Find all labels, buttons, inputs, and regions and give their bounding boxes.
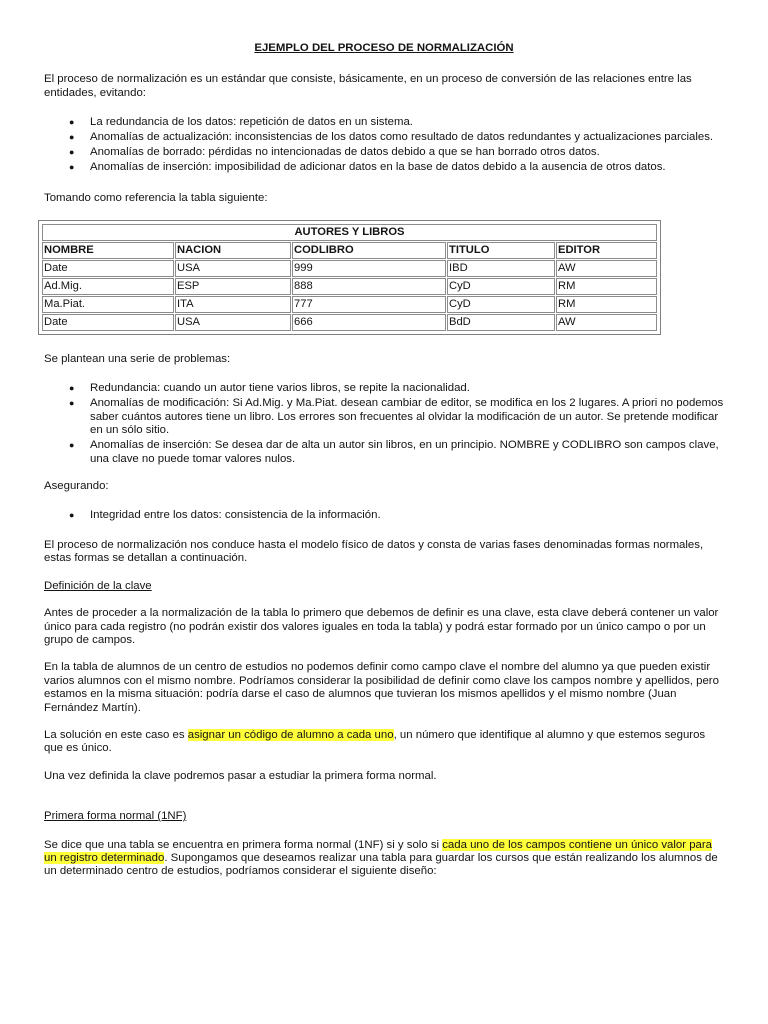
table-cell: 888 xyxy=(292,278,446,295)
table-cell: BdD xyxy=(447,314,555,331)
key-paragraph-4: Una vez definida la clave podremos pasar a estudiar la primera forma normal. xyxy=(44,769,437,782)
table-cell: RM xyxy=(556,278,657,295)
key-section-heading: Definición de la clave xyxy=(44,579,152,592)
table-cell: Ad.Mig. xyxy=(42,278,174,295)
problems-intro: Se plantean una serie de problemas: xyxy=(44,353,231,366)
highlighted-text: asignar un código de alumno a cada uno xyxy=(187,728,394,741)
list-item: ● Anomalías de modificación: Si Ad.Mig. y Ma.Piat. desean cambiar de editor, se modifica en los 2 lugares. A priori no podemos saber cuántos autores tiene un libro. Los errores son frecuentes al olvidar la modificación de un autor. Se pretende modificar en un sólo sitio. xyxy=(69,397,724,437)
intro-bullet-list xyxy=(44,116,724,174)
table-cell: Date xyxy=(42,260,174,277)
bullet-icon: ● xyxy=(69,162,75,173)
list-item: ● Redundancia: cuando un autor tiene varios libros, se repite la nacionalidad. xyxy=(69,382,470,395)
column-header: CODLIBRO xyxy=(292,242,446,259)
table-cell: IBD xyxy=(447,260,555,277)
first-nf-heading: Primera forma normal (1NF) xyxy=(44,810,187,823)
table-cell: AW xyxy=(556,314,657,331)
table-row xyxy=(42,278,657,295)
document-title: EJEMPLO DEL PROCESO DE NORMALIZACIÓN xyxy=(254,42,514,54)
bullet-icon: ● xyxy=(69,440,75,451)
bullet-icon: ● xyxy=(69,398,75,409)
table-header-row xyxy=(42,242,657,259)
table-cell: RM xyxy=(556,296,657,313)
column-header: NACION xyxy=(175,242,291,259)
table-cell: Date xyxy=(42,314,174,331)
list-item: ● Anomalías de borrado: pérdidas no intencionadas de datos debido a que se han borrado otros datos. xyxy=(69,146,600,159)
table-cell: AW xyxy=(556,260,657,277)
list-item: ● La redundancia de los datos: repetición de datos en un sistema. xyxy=(69,116,413,129)
key-paragraph-1: Antes de proceder a la normalización de la tabla lo primero que debemos de definir es una clave, esta clave deberá contener un valor único para cada registro (no podrán existir dos valores iguales en toda la tabla) y podrá estar formado por un único campo o por un grupo de campos. xyxy=(44,607,719,646)
bullet-icon: ● xyxy=(69,383,75,394)
table-row xyxy=(42,260,657,277)
table-cell: 999 xyxy=(292,260,446,277)
normal-forms-intro: El proceso de normalización nos conduce hasta el modelo físico de datos y consta de varias fases denominadas formas normales, estas formas se detallan a continuación. xyxy=(44,538,704,565)
bullet-icon: ● xyxy=(69,117,75,128)
ensuring-label: Asegurando: xyxy=(44,480,109,493)
column-header: TITULO xyxy=(447,242,555,259)
bullet-icon: ● xyxy=(69,147,75,158)
table-cell: CyD xyxy=(447,278,555,295)
table-cell: ITA xyxy=(175,296,291,313)
table-caption: AUTORES Y LIBROS xyxy=(42,224,657,241)
list-item: ● Anomalías de actualización: inconsistencias de los datos como resultado de datos redundantes y actualizaciones parciales. xyxy=(69,131,714,144)
list-item: ● Integridad entre los datos: consistencia de la información. xyxy=(69,509,381,522)
document-page xyxy=(44,42,724,879)
key-paragraph-2: En la tabla de alumnos de un centro de estudios no podemos definir como campo clave el nombre del alumno ya que pueden existir varios alumnos con el mismo nombre. Podríamos considerar la posibilidad de definir como clave los campos nombre y apellidos, pero estamos en la misma situación: podría darse el caso de alumnos que tuvieran los mismos apellidos y el mismo nombre (Juan Fernández Martín). xyxy=(44,661,719,714)
table-row xyxy=(42,296,657,313)
column-header: EDITOR xyxy=(556,242,657,259)
table-cell: 666 xyxy=(292,314,446,331)
column-header: NOMBRE xyxy=(42,242,174,259)
list-item: ● Anomalías de inserción: imposibilidad de adicionar datos en la base de datos debido a la ausencia de otros datos. xyxy=(69,161,666,174)
autores-libros-table xyxy=(38,220,661,335)
list-item: ● Anomalías de inserción: Se desea dar de alta un autor sin libros, en un principio. NOMBRE y CODLIBRO son campos clave, una clave no puede tomar valores nulos. xyxy=(69,439,719,465)
first-nf-paragraph: Se dice que una tabla se encuentra en primera forma normal (1NF) si y solo si cada uno de los campos contiene un único valor para un registro determinado. Supongamos que deseamos realizar una tabla para guardar los cursos que están realizando los alumnos de un determinado centro de estudios, podríamos considerar el siguiente diseño: xyxy=(44,838,718,878)
bullet-icon: ● xyxy=(69,132,75,143)
bullet-icon: ● xyxy=(69,510,75,521)
table-cell: CyD xyxy=(447,296,555,313)
table-cell: USA xyxy=(175,260,291,277)
intro-paragraph: El proceso de normalización es un estándar que consiste, básicamente, en un proceso de conversión de las relaciones entre las entidades, evitando: xyxy=(44,73,692,99)
table-cell: ESP xyxy=(175,278,291,295)
ensuring-bullet-list xyxy=(44,509,724,522)
table-cell: Ma.Piat. xyxy=(42,296,174,313)
table-cell: USA xyxy=(175,314,291,331)
problems-bullet-list xyxy=(44,382,724,466)
table-cell: 777 xyxy=(292,296,446,313)
key-paragraph-3: La solución en este caso es asignar un código de alumno a cada uno, un número que identifique al alumno y que estemos seguros que es único. xyxy=(44,728,706,755)
table-row xyxy=(42,314,657,331)
table-intro: Tomando como referencia la tabla siguiente: xyxy=(44,191,268,204)
highlighted-text: cada uno de los campos contiene un único valor para un registro determinado xyxy=(44,838,712,864)
